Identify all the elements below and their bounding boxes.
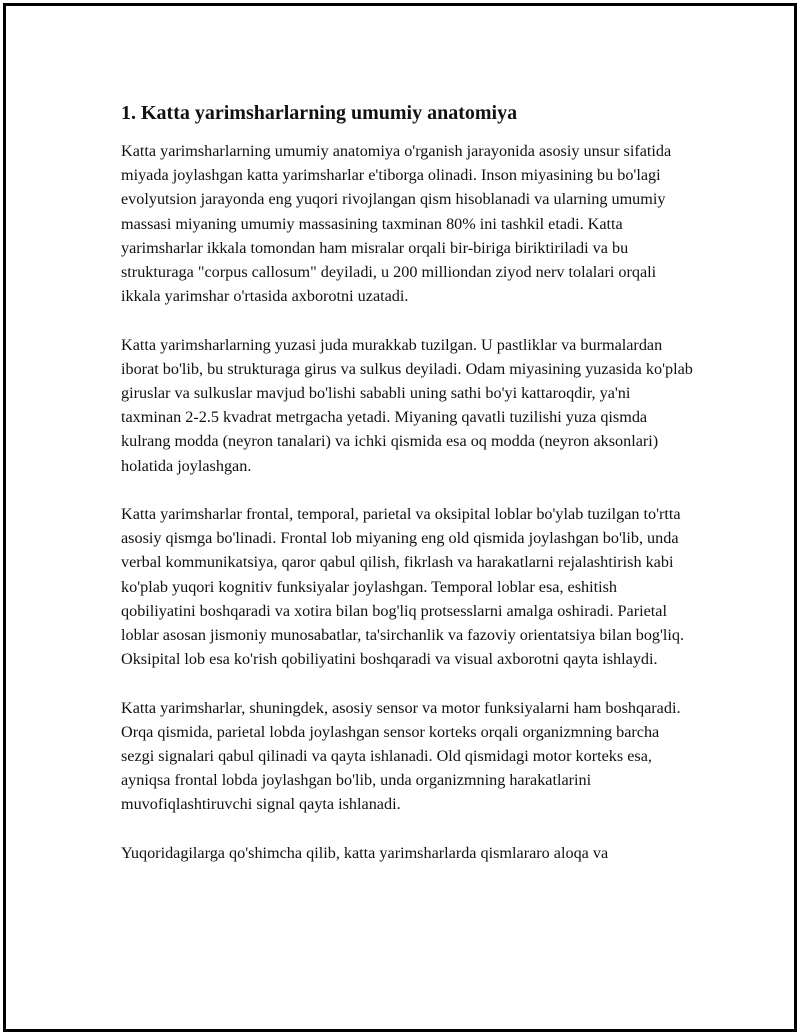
document-body: [121, 100, 693, 889]
paragraph-5: Yuqoridagilarga qo'shimcha qilib, katta yarimsharlarda qismlararo aloqa va: [121, 843, 609, 862]
page-frame: [3, 3, 797, 1032]
paragraph-1: Katta yarimsharlarning umumiy anatomiya o'rganish jarayonida asosiy unsur sifatida miyada joylashgan katta yarimsharlar e'tiborga olinadi. Inson miyasining bu bo'lagi evolyutsion jarayonda eng yuqori rivojlangan qism hisoblanadi va ularning umumiy massasi miyaning umumiy massasining taxminan 80% ini tashkil etadi. Katta yarimsharlar ikkala tomondan ham misralar orqali bir-biriga biriktiriladi va bu strukturaga "corpus callosum" deyiladi, u 200 milliondan ziyod nerv tolalari orqali ikkala yarimshar o'rtasida axborotni uzatadi.: [121, 142, 672, 306]
paragraph-2: Katta yarimsharlarning yuzasi juda murakkab tuzilgan. U pastliklar va burmalardan iborat bo'lib, bu strukturaga girus va sulkus deyiladi. Odam miyasining yuzasida ko'plab giruslar va sulkuslar mavjud bo'lishi sababli uning sathi bo'yi kattaroqdir, ya'ni taxminan 2-2.5 kvadrat metrgacha yetadi. Miyaning qavatli tuzilishi yuza qismda kulrang modda (neyron tanalari) va ichki qismida esa oq modda (neyron aksonlari) holatida joylashgan.: [121, 335, 693, 475]
section-heading: 1. Katta yarimsharlarning umumiy anatomiya: [121, 102, 518, 124]
paragraph-3: Katta yarimsharlar frontal, temporal, parietal va oksipital loblar bo'ylab tuzilgan to'rtta asosiy qismga bo'linadi. Frontal lob miyaning eng old qismida joylashgan bo'lib, unda verbal kommunikatsiya, qaror qabul qilish, fikrlash va harakatlarni rejalashtirish kabi ko'plab yuqori kognitiv funksiyalar joylashgan. Temporal loblar esa, eshitish qobiliyatini boshqaradi va xotira bilan bog'liq protsesslarni amalga oshiradi. Parietal loblar asosan jismoniy munosabatlar, ta'sirchanlik va fazoviy orientatsiya bilan bog'liq. Oksipital lob esa ko'rish qobiliyatini boshqaradi va visual axborotni qayta ishlaydi.: [121, 505, 685, 669]
paragraph-4: Katta yarimsharlar, shuningdek, asosiy sensor va motor funksiyalarni ham boshqaradi. Orqa qismida, parietal lobda joylashgan sensor korteks orqali organizmning barcha sezgi signalari qabul qilinadi va qayta ishlanadi. Old qismidagi motor korteks esa, ayniqsa frontal lobda joylashgan bo'lib, unda organizmning harakatlarini muvofiqlashtiruvchi signal qayta ishlanadi.: [121, 698, 681, 814]
